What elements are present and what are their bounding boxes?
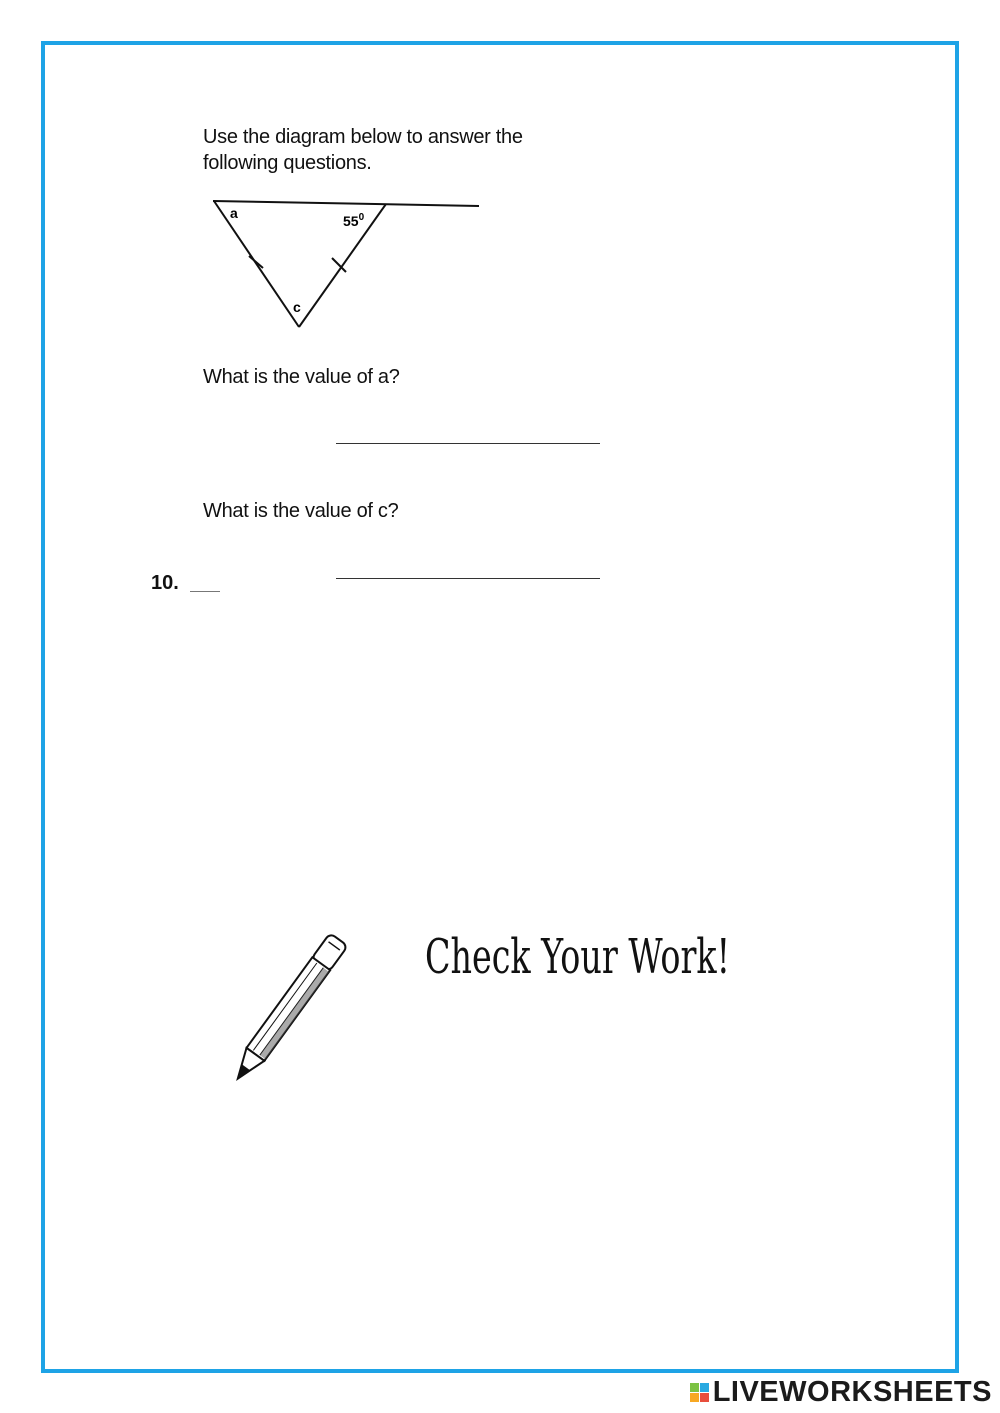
triangle-left-side (214, 201, 299, 327)
tick-mark-left (249, 256, 263, 268)
answer-line-c[interactable] (336, 578, 600, 579)
logo-square-green (690, 1383, 699, 1392)
angle-a-label: a (230, 205, 238, 221)
question-number-blank (190, 591, 220, 592)
logo-square-blue (700, 1383, 709, 1392)
instructions: Use the diagram below to answer the following questions. (203, 126, 523, 174)
logo-square-red (700, 1393, 709, 1402)
answer-line-a[interactable] (336, 443, 600, 444)
check-your-work-message: Check Your Work! (425, 929, 730, 985)
angle-55-value: 55 (343, 213, 359, 229)
logo-square-orange (690, 1393, 699, 1402)
check-your-work-graphic (320, 905, 750, 1055)
angle-55-label (343, 212, 365, 229)
question-a: What is the value of a? (203, 366, 400, 388)
straight-line (213, 201, 479, 206)
page-frame (41, 41, 959, 1373)
footer-brand (690, 1376, 992, 1409)
degree-symbol: 0 (358, 212, 365, 223)
question-c: What is the value of c? (203, 500, 399, 522)
angle-c-label: c (293, 299, 301, 315)
brand-name: LIVEWORKSHEETS (712, 1376, 992, 1408)
question-number: 10. (151, 572, 179, 594)
triangle-diagram (205, 192, 495, 337)
liveworksheets-logo-icon (690, 1383, 709, 1402)
